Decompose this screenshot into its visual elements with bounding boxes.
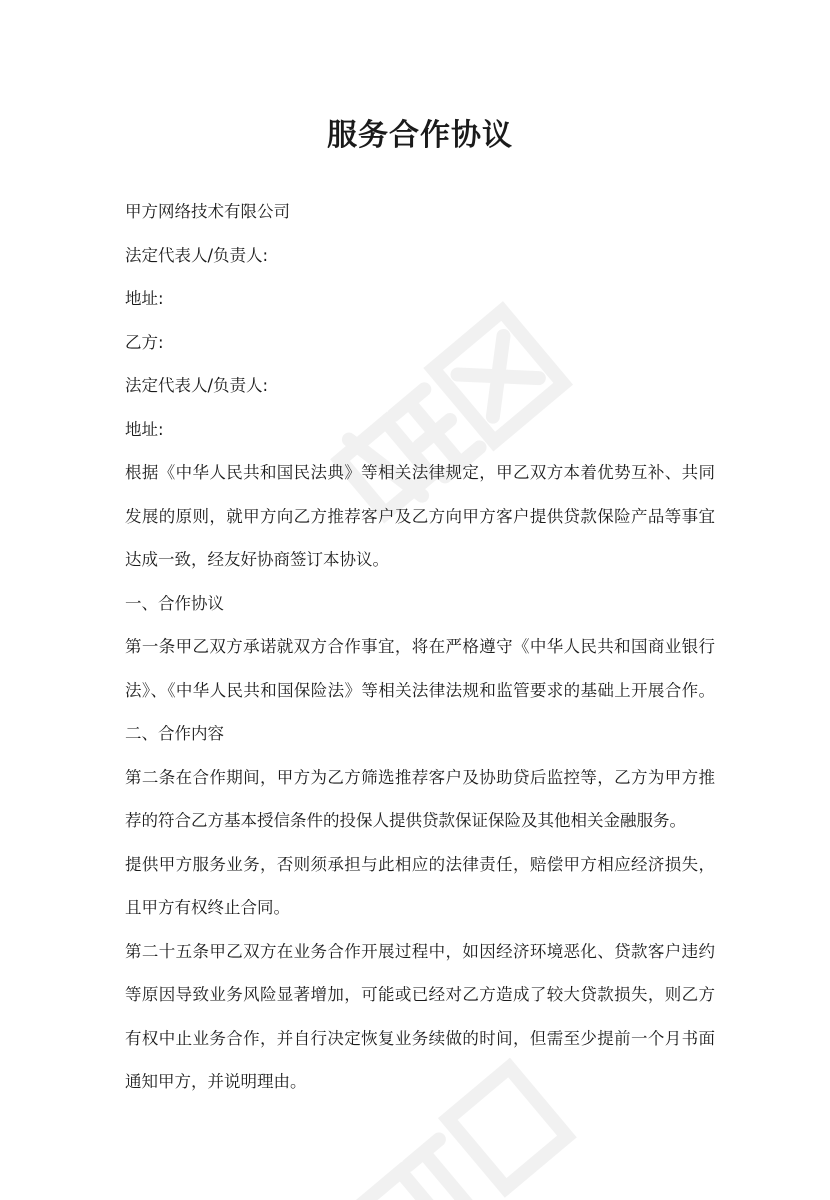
section-1-heading: 一、合作协议 <box>125 593 224 613</box>
document-page <box>125 112 715 1104</box>
article-25-line: 第二十五条甲乙双方在业务合作开展过程中，如因经济环境恶化、贷款客户违约 <box>125 941 715 961</box>
preamble-paragraph <box>125 451 715 582</box>
article-1-line: 第一条甲乙双方承诺就双方合作事宜，将在严格遵守《中华人民共和国商业银行 <box>125 637 715 656</box>
article-25-line: 等原因导致业务风险显著增加，可能或已经对乙方造成了较大贷款损失，则乙方 <box>125 985 715 1004</box>
article-2-line: 第二条在合作期间，甲方为乙方筛选推荐客户及协助贷后监控等，乙方为甲方推 <box>125 767 715 787</box>
party-b-address: 地址: <box>125 419 164 439</box>
article-1-line: 法》、《中华人民共和国保险法》等相关法律法规和监管要求的基础上开展合作。 <box>125 680 715 700</box>
article-25-line: 有权中止业务合作，并自行决定恢复业务续做的时间，但需至少提前一个月书面 <box>125 1028 715 1048</box>
party-a-address: 地址: <box>125 289 164 308</box>
article-2-line: 荐的符合乙方基本授信条件的投保人提供贷款保证保险及其他相关金融服务。 <box>125 811 686 830</box>
preamble-line: 达成一致，经友好协商签订本协议。 <box>125 550 389 569</box>
party-a-representative: 法定代表人/负责人: <box>125 245 269 265</box>
party-a-name: 甲方网络技术有限公司 <box>125 202 290 221</box>
article-25-line: 通知甲方，并说明理由。 <box>125 1072 307 1091</box>
article-2-paragraph <box>125 756 715 843</box>
article-1-paragraph <box>125 625 715 712</box>
service-clause-line: 且甲方有权终止合同。 <box>125 898 290 917</box>
document-title: 服务合作协议 <box>327 118 513 153</box>
party-b-representative: 法定代表人/负责人: <box>125 376 269 395</box>
article-25-paragraph <box>125 930 715 1104</box>
service-clause-paragraph <box>125 843 715 930</box>
party-b-name: 乙方: <box>125 332 164 352</box>
service-clause-line: 提供甲方服务业务，否则须承担与此相应的法律责任，赔偿甲方相应经济损失， <box>125 854 715 874</box>
preamble-line: 根据《中华人民共和国民法典》等相关法律规定，甲乙双方本着优势互补、共同 <box>125 463 715 482</box>
preamble-line: 发展的原则，就甲方向乙方推荐客户及乙方向甲方客户提供贷款保险产品等事宜 <box>125 506 715 526</box>
section-2-heading: 二、合作内容 <box>125 724 224 743</box>
